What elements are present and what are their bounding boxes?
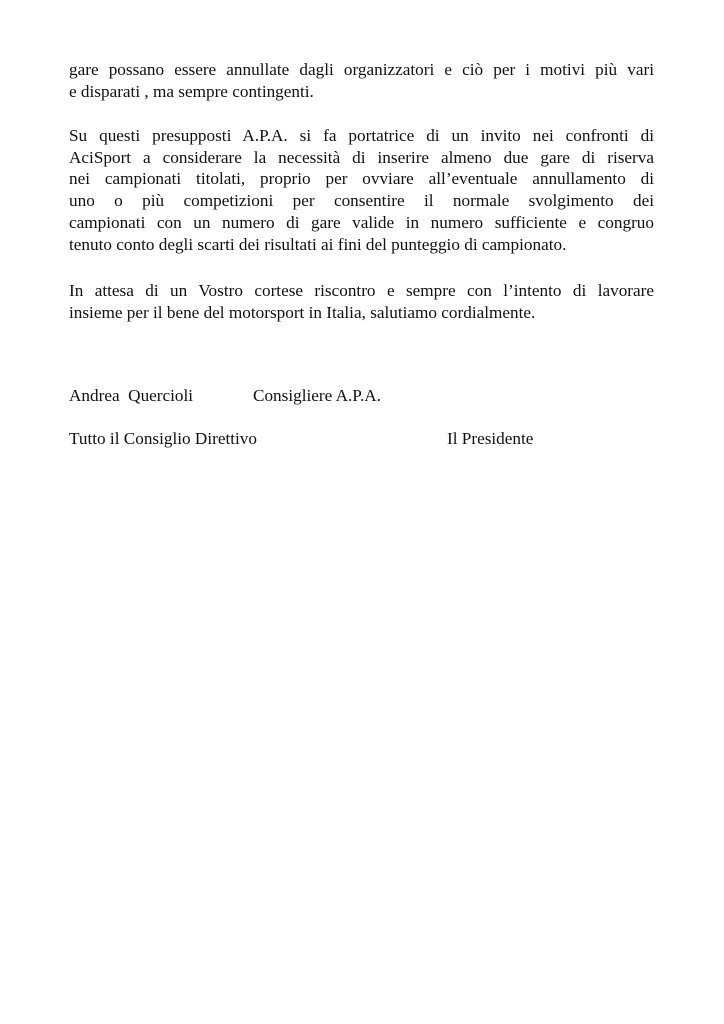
text-line: insieme per il bene del motorsport in Italia, salutiamo cordialmente. <box>69 302 536 322</box>
text-line: nei campionati titolati, proprio per ovviare all’eventuale annullamento di <box>69 169 654 189</box>
board-signature: Tutto il Consiglio Direttivo <box>69 429 257 448</box>
paragraph-reserve-races-request <box>69 125 654 255</box>
text-line: Su questi presupposti A.P.A. si fa portatrice di un invito nei confronti di <box>69 126 654 145</box>
paragraph-cancelled-races <box>69 59 654 102</box>
president-signature: Il Presidente <box>447 429 534 448</box>
text-line: tenuto conto degli scarti dei risultati ai fini del punteggio di campionato. <box>69 234 567 254</box>
signatory-role: Consigliere A.P.A. <box>253 386 381 405</box>
text-line: e disparati , ma sempre contingenti. <box>69 81 314 101</box>
text-line: campionati con un numero di gare valide in numero sufficiente e congruo <box>69 212 654 232</box>
text-line: In attesa di un Vostro cortese riscontro e sempre con l’intento di lavorare <box>69 281 654 300</box>
text-line: AciSport a considerare la necessità di inserire almeno due gare di riserva <box>69 147 654 167</box>
signatory-name: Andrea Quercioli <box>69 386 194 405</box>
text-line: uno o più competizioni per consentire il normale svolgimento dei <box>69 191 654 211</box>
text-line: gare possano essere annullate dagli organizzatori e ciò per i motivi più vari <box>69 60 654 79</box>
paragraph-closing <box>69 280 654 323</box>
